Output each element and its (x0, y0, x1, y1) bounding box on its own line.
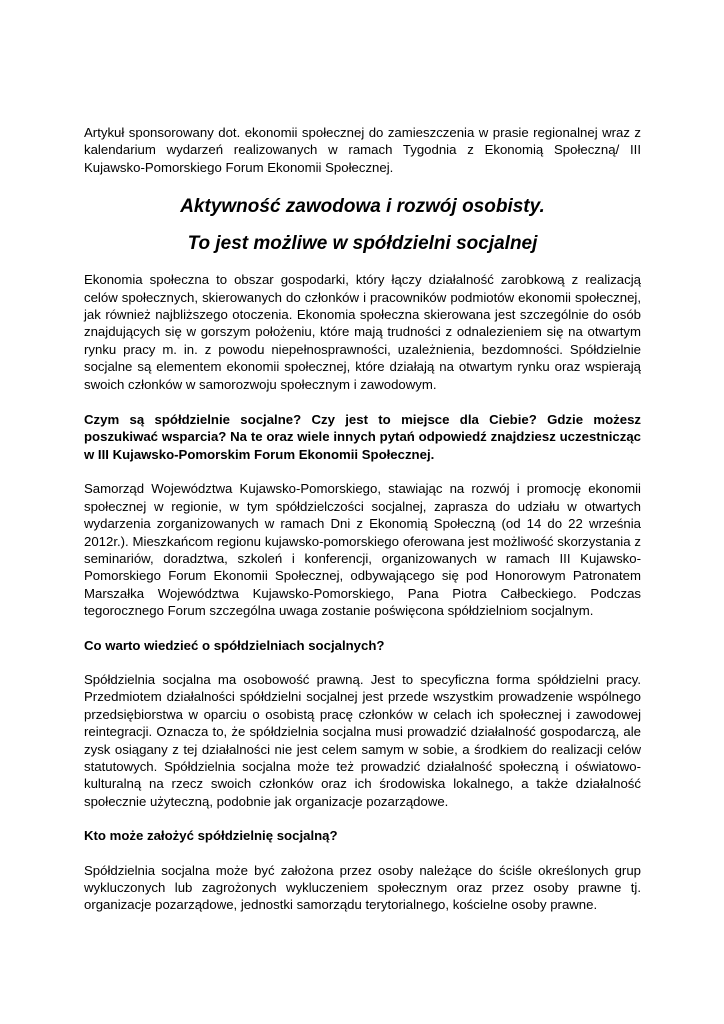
document-page (84, 124, 641, 914)
section-heading-who-can-found: Kto może założyć spółdzielnię socjalną? (84, 828, 338, 844)
body-paragraph-forum: Samorząd Województwa Kujawsko-Pomorskiego, stawiając na rozwój i promocję ekonomii społecznej w regionie, w tym spółdzielczości socjalnej, zaprasza do udziału w otwartych wydarzenia zorganizowanych w ramach Dni z Ekonomią Społeczną (od 14 do 22 września 2012r.). Mieszkańcom regionu kujawsko-pomorskiego oferowana jest możliwość skorzystania z seminariów, doradztwa, szkoleń i konferencji, organizowanych w ramach III Kujawsko-Pomorskiego Forum Ekonomii Społecznej, odbywającego się pod Honorowym Patronatem Marszałka Województwa Kujawsko-Pomorskiego, Pana Piotra Całbeckiego. Podczas tegorocznego Forum szczególna uwaga zostanie poświęcona spółdzielniom socjalnym. (84, 481, 641, 619)
body-paragraph-cooperative: Spółdzielnia socjalna ma osobowość prawną. Jest to specyficzna forma spółdzielni pracy. Przedmiotem działalności spółdzielni socjalnej jest przede wszystkim prowadzenie wspólnego przedsiębiorstwa w oparciu o osobistą pracę członków w celach ich społecznej i zawodowej reintegracji. Oznacza to, że spółdzielnia socjalna musi prowadzić działalność gospodarczą, ale zysk osiągany z tej działalności nie jest celem samym w sobie, a środkiem do realizacji celów statutowych. Spółdzielnia socjalna może też prowadzić działalność społeczną i oświatowo-kulturalną na rzecz swoich członków oraz ich środowiska lokalnego, a także działalność społecznie użyteczną, podobnie jak organizacje pozarządowe. (84, 671, 641, 809)
section-heading-what-to-know: Co warto wiedzieć o spółdzielniach socjalnych? (84, 637, 385, 653)
body-paragraph-economy: Ekonomia społeczna to obszar gospodarki, który łączy działalność zarobkową z realizacją celów społecznych, skierowanych do członków i pracowników podmiotów ekonomii społecznej, jak również najbliższego otoczenia. Ekonomia społeczna skierowana jest szczególnie do osób znajdujących się w gorszym położeniu, które mają trudności z odnalezieniem się na otwartym rynku pracy m. in. z powodu niepełnosprawności, uzależnienia, bezdomności. Spółdzielnie socjalne są elementem ekonomii społecznej, które działają na otwartym rynku oraz wspierają swoich członków w samorozwoju społecznym i zawodowym. (84, 272, 641, 392)
body-paragraph-founders: Spółdzielnia socjalna może być założona przez osoby należące do ściśle określonych grup wykluczonych lub zagrożonych wykluczeniem społecznym oraz przez osoby prawne tj. organizacje pozarządowe, jednostki samorządu terytorialnego, kościelne osoby prawne. (84, 862, 641, 913)
lead-paragraph: Czym są spółdzielnie socjalne? Czy jest to miejsce dla Ciebie? Gdzie możesz poszukiwać wsparcia? Na te oraz wiele innych pytań odpowiedź znajdziesz uczestnicząc w III Kujawsko-Pomorskim Forum Ekonomii Społecznej. (84, 412, 641, 462)
intro-paragraph: Artykuł sponsorowany dot. ekonomii społecznej do zamieszczenia w prasie regionalnej wraz z kalendarium wydarzeń realizowanych w ramach Tygodnia z Ekonomią Społeczną/ III Kujawsko-Pomorskiego Forum Ekonomii Społecznej. (84, 125, 641, 175)
article-title-line-2: To jest możliwe w spółdzielni socjalnej (187, 233, 538, 255)
article-title-line-1: Aktywność zawodowa i rozwój osobisty. (180, 196, 545, 218)
